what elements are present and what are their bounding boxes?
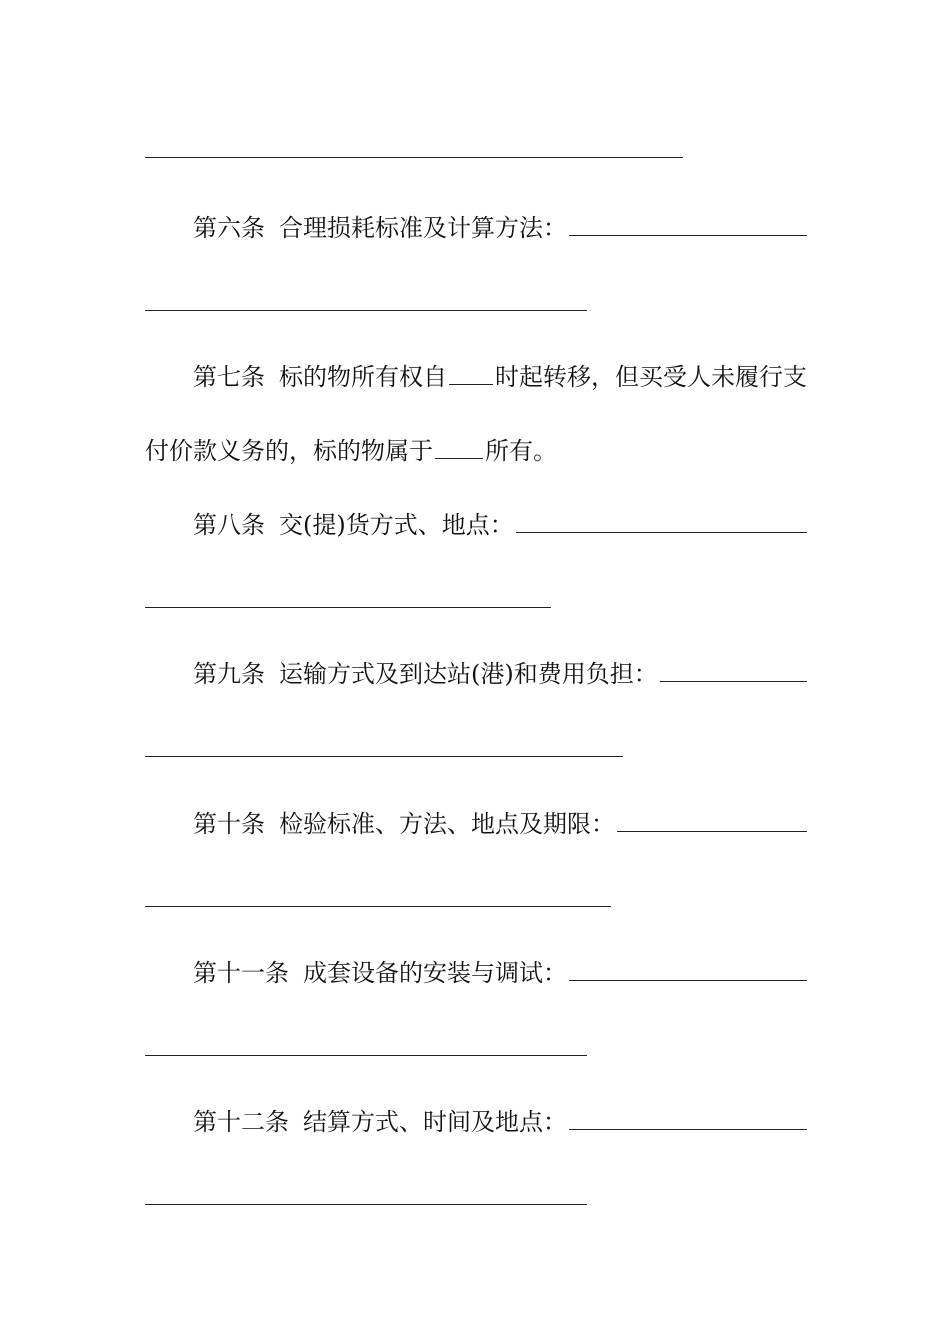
article-text: 所有。 [485, 437, 557, 465]
blank-line [516, 532, 807, 533]
article-6 [193, 213, 807, 243]
article-text: 合理损耗标准及计算方法： [279, 214, 567, 242]
blank-line [569, 1129, 807, 1130]
article-text: 交(提)货方式、地点： [279, 511, 514, 539]
blank-line [435, 458, 483, 459]
blank-line [660, 681, 807, 682]
article-8 [193, 510, 807, 540]
article-text: 运输方式及到达站(港)和费用负担： [279, 660, 658, 688]
blank-line [569, 980, 807, 981]
article-11 [193, 958, 807, 988]
article-text: 时起转移，但买受人未履行支 [495, 363, 807, 391]
blank-line [617, 831, 807, 832]
article-text: 结算方式、时间及地点： [303, 1108, 567, 1136]
article-text: 成套设备的安装与调试： [303, 959, 567, 987]
blank-line [145, 906, 611, 907]
blank-line [145, 1055, 587, 1056]
article-7-line-2 [145, 436, 807, 466]
article-12 [193, 1107, 807, 1137]
blank-line [145, 756, 623, 757]
article-number: 第十条 [193, 810, 265, 838]
article-number: 第八条 [193, 511, 265, 539]
article-text: 标的物所有权自 [279, 363, 447, 391]
article-number: 第十二条 [193, 1108, 289, 1136]
blank-line [569, 235, 807, 236]
article-number: 第六条 [193, 214, 265, 242]
blank-line [145, 607, 551, 608]
article-9 [193, 659, 807, 689]
blank-line [145, 157, 683, 158]
article-text: 付价款义务的，标的物属于 [145, 437, 433, 465]
article-10 [193, 809, 807, 839]
article-text: 检验标准、方法、地点及期限： [279, 810, 615, 838]
article-number: 第十一条 [193, 959, 289, 987]
blank-line [145, 310, 587, 311]
blank-line [145, 1204, 587, 1205]
article-number: 第九条 [193, 660, 265, 688]
article-number: 第七条 [193, 363, 265, 391]
article-7-line-1 [193, 362, 807, 392]
blank-line [449, 384, 493, 385]
